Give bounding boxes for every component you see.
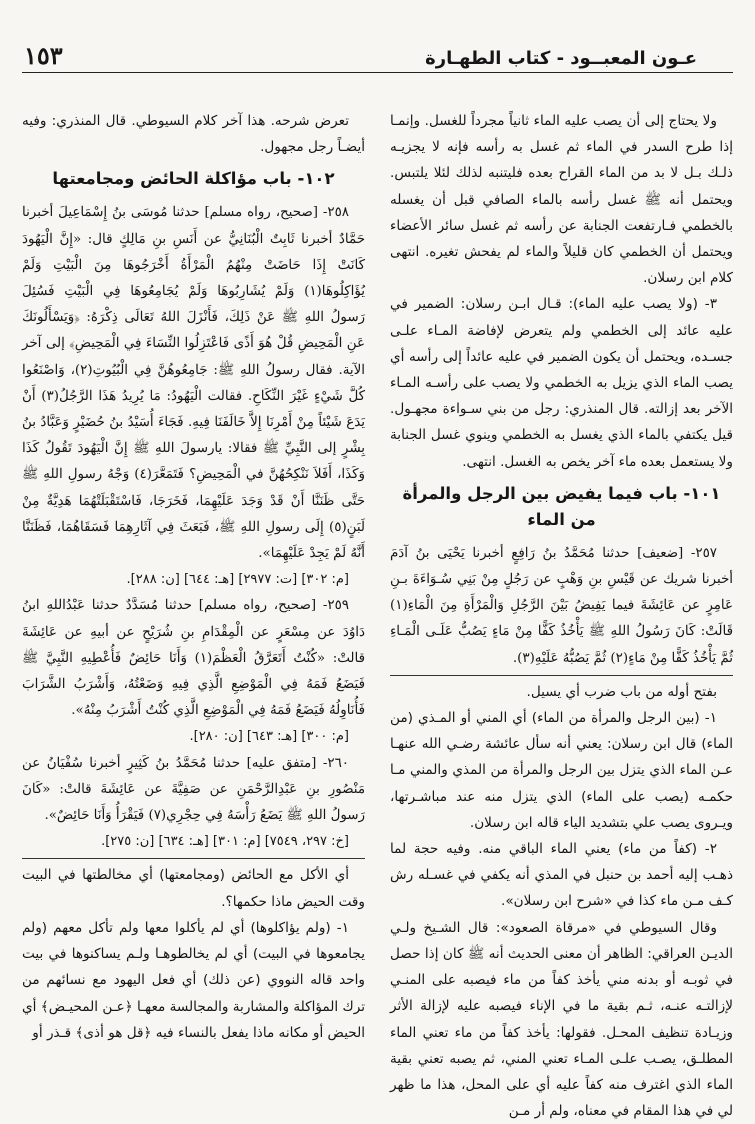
hadith-reference: [م: ٣٠٢] [ت: ٢٩٧٧] [هـ: ٦٤٤] [ن: ٢٨٨].	[126, 572, 349, 588]
commentary-paragraph: ٣- (ولا يصب عليه الماء): قـال ابـن رسلان: الضمير في عليه عائد إلى الخطمي ولم يتعرض لإفاضة المـاء علـى جسـده، ويحتمل أن يكون الضمير في عليه عائداً إلى رأسه أي يصب الماء الذي يزيل به الخطمي ولا يصب على رأسـه المـاء الآخر بعد إزالته. قال المنذري: رجل من بني سـواءة مجهـول. قيل يكتفي بالماء الذي يغسل به الخطمي وينوي غسل الجنابة ولا يستعمل بعده ماء آخر يخص به الغسل. انتهى.	[390, 296, 733, 470]
hadith-reference: [م: ٣٠٠] [هـ: ٦٤٣] [ن: ٢٨٠].	[189, 729, 349, 745]
right-column	[390, 108, 733, 1124]
page-number: ١٥٣	[24, 41, 63, 70]
commentary-paragraph: ولا يحتاج إلى أن يصب عليه الماء ثانياً مجرداً للغسل. وإنمـا إذا طرح السدر في الماء ثم غسل به رأسه فإنه لا يجزيـه ذلـك بـل لا بد من الماء القراح بعده فليتنبه لذلك لئلا يلتبس. ويحتمل أنه ﷺ غسل رأسه بالماء الصافي قبل أن يغسله بالخطمي فـارتفعت الجنابة عن رأسه ثم غسل سائر الأعضاء ويحتمل أن الخطمي كان قليلاً والماء لم يفحش تغيره. انتهى كلام ابن رسلان.	[390, 113, 733, 287]
divider	[390, 675, 733, 676]
commentary-paragraph: ١- (بين الرجل والمرأة من الماء) أي المني أو المـذي (من الماء) قال ابن رسلان: يعني أنه سأل عائشة رضـي الله عنهـا عـن الماء الذي يتزل بين الرجل والمرأة من المذي والمني مـا حكمـه (يصب على الماء) الذي يتزل منه عند مباشـرتها، ويـروى يصب علي بتشديد الياء قاله ابن رسلان.	[390, 710, 733, 831]
chapter-heading-102: ١٠٢- باب مؤاكلة الحائض ومجامعتها	[52, 169, 335, 189]
page-header	[22, 38, 733, 73]
hadith-257: ٢٥٧- [ضعيف] حدثنا مُحَمَّدُ بنُ رَافِعٍ أخبرنا يَحْيَى بنُ آدَمَ أخبرنا شريك عن قَيْسِ بنِ وَهْبٍ عن رَجُلٍ مِنْ بَنِي سُـوَاءَةَ بـنِ عَامِرٍ عن عَائِشَةَ فيما يَفِيضُ بَيْنَ الرَّجُلِ وَالْمَرْأَةِ مِنَ الْمَاءِ(١) قَالَتْ: كَانَ رَسُولُ اللهِ ﷺ يَأْخُذُ كَفًّا مِنْ مَاءٍ يَصُبُّ عَلَـى الْمَـاءِ ثُمَّ يَأْخُذُ كَفًّا مِنْ مَاءٍ(٢) ثُمَّ يَصُبُّهُ عَلَيْهِ(٣).	[390, 545, 733, 666]
commentary-paragraph: ٢- (كفاً من ماء) يعني الماء الباقي منه. وفيه حجة لما ذهـب إليه أحمد بن حنبل في المذي أنه يكفي في غسـله رش كـف مـن ماء كذا في «شرح ابن رسلان».	[390, 841, 733, 910]
hadith-258: ٢٥٨- [صحيح، رواه مسلم] حدثنا مُوسَى بنُ إِسْمَاعِيلَ أخبرنا حَمَّادٌ أخبرنا ثَابِتٌ الْبُنَانِيُّ عن أَنَسِ بنِ مَالِكٍ قال: «إِنَّ الْيَهُودَ كَانَتْ إِذَا حَاضَتْ مِنْهُمُ الْمَرْأَةُ أَخْرَجُوهَا مِنَ الْبَيْتِ وَلَمْ يُؤَاكِلُوهَا(١) وَلَمْ يُشَارِبُوهَا وَلَمْ يُجَامِعُوهَا فِي الْبَيْتِ فَسُئِلَ رَسولُ اللهِ ﷺ عَنْ ذَلِكَ، فَأَنْزَلَ اللهُ تَعَالَى ذِكْرَهُ: ﴿وَيَسْأَلُونَكَ عَنِ الْمَحِيضِ قُلْ هُوَ أَذًى فَاعْتَزِلُوا النِّسَاءَ فِي الْمَحِيضِ﴾ إلى آخر الآية. فقال رسولُ اللهِ ﷺ: جَامِعُوهُنَّ فِي الْبُيُوتِ(٢)، وَاصْنَعُوا كُلَّ شَيْءٍ غَيْرَ النِّكَاحِ. فقالت الْيَهُودُ: مَا يُرِيدُ هَذَا الرَّجُلُ(٣) أَنْ يَدَعَ شَيْئاً مِنْ أَمْرِنَا إِلاَّ خَالَفَنَا فِيهِ. فَجَاءَ أُسَيْدُ بنُ حُضَيْرٍ وَعَبَّادُ بنُ بِشْرٍ إلى النَّبِيِّ ﷺ فقالا: يارسولَ اللهِ ﷺ إِنَّ الْيَهُودَ تَقُولُ كَذَا وَكَذَا، أَفَلاَ نَنْكِحُهُنَّ في الْمَحِيضِ؟ فَتَمَعَّرَ(٤) وَجْهُ رسولِ اللهِ ﷺ حَتَّى ظَنَنَّا أَنْ قَدْ وَجَدَ عَلَيْهِمَا، فَخَرَجَا، فَاسْتَقْبَلَتْهُمَا هَدِيَّةٌ مِنْ لَبَنٍ(٥) إِلَى رسولِ اللهِ ﷺ، فَبَعَثَ فِي آثَارِهِمَا فَسَقَاهُمَا، فَظَنَنَّا أَنَّهُ لَمْ يَجِدْ عَلَيْهِمَا».	[22, 205, 365, 562]
chapter-heading-101: ١٠١- باب فيما يفيض بين الرجل والمرأة من الماء	[402, 483, 721, 529]
commentary-paragraph: تعرض شرحه. هذا آخر كلام السيوطي. قال المنذري: وفيه أيضـاً رجل مجهول.	[22, 113, 365, 156]
commentary-paragraph: بفتح أوله من باب ضرب أي يسيل.	[526, 683, 717, 700]
hadith-reference: [خ: ٢٩٧، ٧٥٤٩] [م: ٣٠١] [هـ: ٦٣٤] [ن: ٢٧٥].	[101, 834, 349, 850]
left-column	[22, 108, 365, 1046]
commentary-paragraph: أي الأكل مع الحائض (ومجامعتها) أي مخالطتها في البيت وقت الحيض ماذا حكمها؟.	[22, 867, 365, 910]
hadith-259: ٢٥٩- [صحيح، رواه مسلم] حدثنا مُسَدَّدٌ حدثنا عَبْدُاللهِ ابنُ دَاوُدَ عن مِسْعَرٍ عن الْمِقْدَامِ بنِ شُرَيْحٍ عن أبيهِ عن عَائِشَةَ قالتْ: «كُنْتُ أَتَعَرَّقُ الْعَظْمَ(١) وَأَنَا حَائِضٌ فَأُعْطِيهِ النَّبِيَّ ﷺ فَيَضَعُ فَمَهُ فِي الْمَوْضِعِ الَّذِي فِيهِ وَضَعْتُهُ، وَأَشْرَبُ الشَّرَابَ فَأُنَاوِلُهُ فَيَضَعُ فَمَهُ فِي الْمَوْضِعِ الَّذِي كُنْتُ أَشْرَبُ مِنْهُ».	[22, 598, 365, 719]
commentary-paragraph: ١- (ولم يؤاكلوها) أي لم يأكلوا معها ولم تأكل معهم (ولم يجامعوها في البيت) أي لم يخالطوهـا ولـم يساكنوها في بيت واحد قاله النووي (عن ذلك) أي فعل اليهود مع نسائهم من ترك المؤاكلة والمشاربة والمجالسة معهـا ﴿عـن المحيـض﴾ أي الحيض أو مكانه ماذا يفعل بالنساء فيه ﴿قل هو أذى﴾ قـذر أو	[22, 919, 365, 1041]
commentary-paragraph: وقال السيوطي في «مرقاة الصعود»: قال الشـيخ ولـي الديـن العراقي: الظاهر أن معنى الحديث أنه ﷺ كان إذا حصل في ثوبـه أو بدنه مني يأخذ كفاً من ماء فيصبه على المنـي لإزالتـه عنـه، ثـم بقية ما في الإناء فيصبه عليه لإزالة الأثر وزيـادة تنظيف المحـل. فقولها: يأخذ كفاً من ماء تعني الماء المطلـق، يصـب علـى المـاء تعني المني، ثم يصبه تعني بقية الماء الذي اغترف منه كفاً عليه أي على المحل، هذا ما ظهر لي في هذا المقام في معناه، ولم أر مـن	[390, 919, 733, 1120]
running-title: عـون المعبــود - كتاب الطهـارة	[425, 48, 697, 69]
divider	[22, 858, 365, 859]
hadith-260: ٢٦٠- [متفق عليه] حدثنا مُحَمَّدُ بنُ كَثِيرٍ أخبرنا سُفْيَانُ عن مَنْصُورِ بنِ عَبْدِالرَّحْمَنِ عن صَفِيَّةَ عن عَائِشَةَ قالتْ: «كَانَ رَسولُ اللهِ ﷺ يَضَعُ رَأْسَهُ فِي حِجْرِي(٧) فَيَقْرَأُ وَأَنَا حَائِضٌ».	[22, 755, 365, 824]
